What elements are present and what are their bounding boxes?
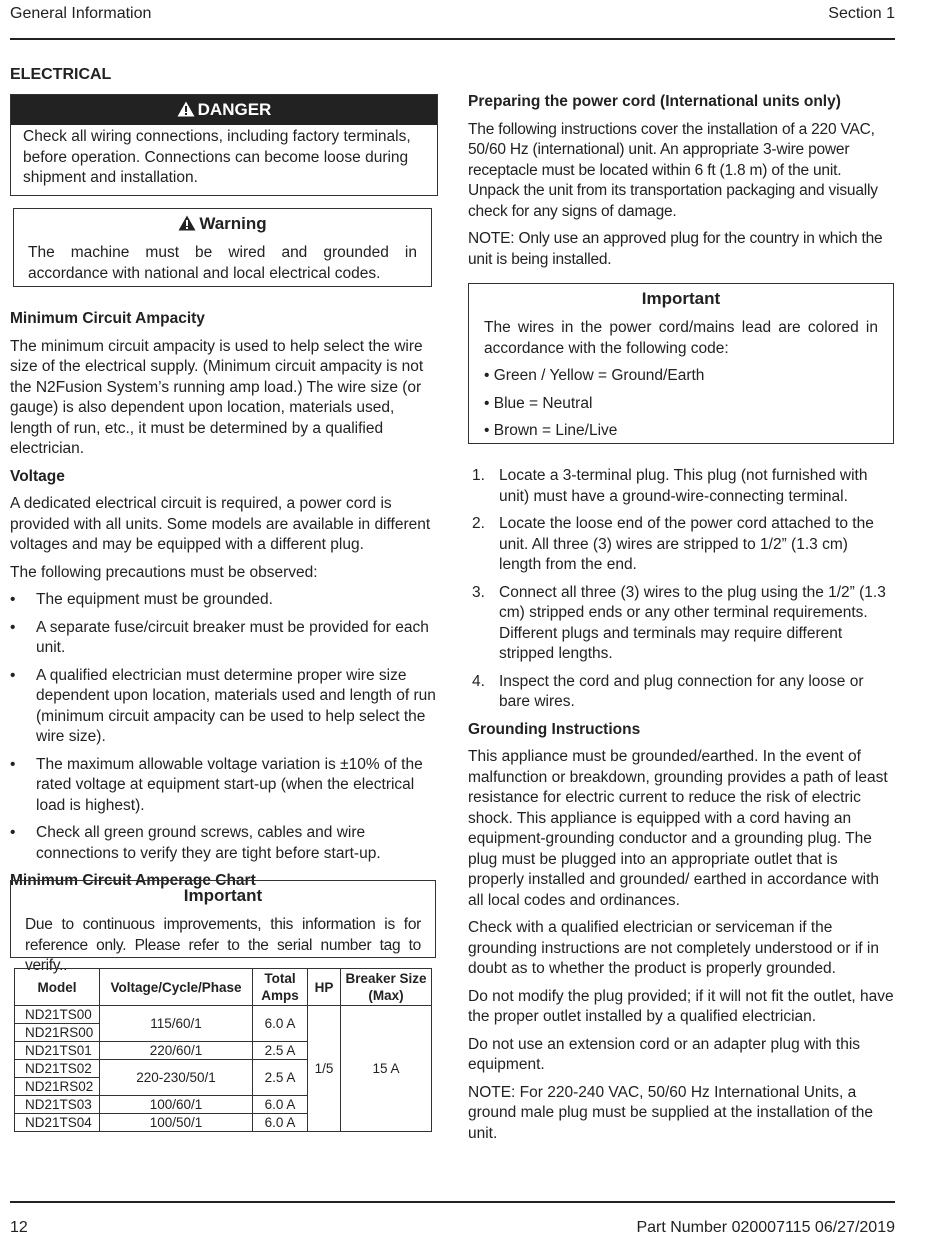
page-number: 12 [10, 1219, 28, 1236]
important-title: Important [183, 886, 263, 905]
list-item: 2. Locate the loose end of the power cord attached to the unit. All three (3) wires are stripped to 1/2” (1.3 cm) length from the end. [472, 515, 874, 573]
power-cord-text: The following instructions cover the installation of a 220 VAC, 50/60 Hz (international) unit. An appropriate 3-wire power receptacle must be located within 6 ft (1.8 m) of the unit. Unpack the unit from its transportation packaging and visually check for any signs of damage. [468, 120, 878, 220]
grounding-paragraph: Check with a qualified electrician or serviceman if the grounding instructions are not completely understood or if in doubt as to whether the product is properly grounded. [468, 919, 879, 977]
voltage-cell: 100/50/1 [100, 1114, 253, 1132]
footer-divider [10, 1201, 895, 1203]
grounding-paragraph: Do not modify the plug provided; if it will not fit the outlet, have the proper outlet installed by a qualified electrician. [468, 987, 894, 1025]
wire-color-item: • Green / Yellow = Ground/Earth [484, 367, 705, 384]
amp-chart-heading: Minimum Circuit Amperage Chart [10, 872, 256, 889]
important-text: The wires in the power cord/mains lead are colored in accordance with the following code: [484, 319, 878, 357]
hp-cell: 1/5 [308, 1006, 341, 1132]
voltage-text: A dedicated electrical circuit is required, a power cord is provided with all units. Some models are available in different voltages and may be equipped with a different plug. [10, 495, 431, 553]
wire-color-item: • Brown = Line/Live [484, 422, 618, 439]
warning-triangle-icon [177, 101, 195, 117]
steps-list [468, 466, 894, 713]
warning-label: Warning [199, 214, 267, 233]
warning-triangle-icon [178, 215, 196, 231]
important-callout-chart [10, 880, 436, 974]
power-cord-note: NOTE: Only use an approved plug for the country in which the unit is being installed. [468, 230, 883, 268]
danger-callout [10, 94, 438, 196]
list-item: • The maximum allowable voltage variation is ±10% of the rated voltage at equipment start-up (when the electrical load is highest). [10, 755, 423, 814]
list-item: 1. Locate a 3-terminal plug. This plug (not furnished with unit) must have a ground-wire-connecting terminal. [472, 467, 868, 505]
column-header: Breaker Size (Max) [341, 969, 432, 1006]
grounding-paragraph: This appliance must be grounded/earthed. In the event of malfunction or breakdown, grounding provides a path of least resistance for electric current to reduce the risk of electric shock. This appliance is equipped with a cord having an equipment-grounding conductor and a grounding plug. The plug must be plugged into an appropriate outlet that is properly installed and grounded/ earthed in accordance with all local codes and ordinances. [468, 748, 888, 909]
header-section-name: General Information [10, 5, 152, 22]
model-cell: ND21TS03 [15, 1096, 100, 1114]
mca-section [10, 309, 438, 892]
danger-label: DANGER [197, 100, 272, 119]
important-callout-wires [468, 283, 894, 444]
amps-cell: 6.0 A [253, 1114, 308, 1132]
list-item: 3. Connect all three (3) wires to the plug using the 1/2” (1.3 cm) stripped ends or any other terminal requirements. Different plugs and terminals may require different stripped lengths. [472, 583, 886, 662]
header-section-number: Section 1 [828, 5, 895, 22]
voltage-cell: 220-230/50/1 [100, 1060, 253, 1096]
mca-text: The minimum circuit ampacity is used to help select the wire size of the electrical supply. (Minimum circuit ampacity is not the N2Fusion System’s running amp load.) The wire size (or gauge) is also dependent upon location, materials used, length of run, etc., it must be determined by a qualified electrician. [10, 337, 424, 457]
grounding-note: NOTE: For 220-240 VAC, 50/60 Hz International Units, a ground male plug must be supplied at the installation of the unit. [468, 1083, 873, 1142]
model-cell: ND21RS00 [15, 1024, 100, 1042]
list-item: 4. Inspect the cord and plug connection for any loose or bare wires. [472, 672, 864, 710]
table-row [15, 1006, 432, 1024]
important-text: Due to continuous improvements, this information is for reference only. Please refer to the serial number tag to verify.. [25, 916, 421, 974]
warning-header [28, 213, 417, 235]
amps-cell: 6.0 A [253, 1096, 308, 1114]
voltage-cell: 100/60/1 [100, 1096, 253, 1114]
column-header: Total Amps [253, 969, 308, 1006]
danger-text: Check all wiring connections, including factory terminals, before operation. Connections can become loose during shipment and installation. [23, 128, 411, 186]
warning-text: The machine must be wired and grounded in accordance with national and local electrical codes. [28, 244, 417, 282]
model-cell: ND21TS00 [15, 1006, 100, 1024]
table-header-row [15, 969, 432, 1006]
amps-cell: 2.5 A [253, 1042, 308, 1060]
list-item: • A separate fuse/circuit breaker must be provided for each unit. [10, 618, 429, 656]
amperage-table [14, 968, 432, 1132]
column-header: HP [308, 969, 341, 1006]
list-item: • The equipment must be grounded. [10, 591, 273, 608]
voltage-cell: 220/60/1 [100, 1042, 253, 1060]
list-item: • Check all green ground screws, cables and wire connections to verify they are tight before start-up. [10, 824, 381, 862]
power-cord-section [468, 92, 894, 270]
model-cell: ND21TS04 [15, 1114, 100, 1132]
section-title: ELECTRICAL [10, 66, 112, 83]
important-title: Important [641, 289, 721, 308]
model-cell: ND21TS01 [15, 1042, 100, 1060]
column-header: Voltage/Cycle/Phase [100, 969, 253, 1006]
model-cell: ND21RS02 [15, 1078, 100, 1096]
amps-cell: 6.0 A [253, 1006, 308, 1042]
header-divider [10, 38, 895, 40]
warning-callout [13, 208, 432, 287]
part-number: Part Number 020007115 06/27/2019 [636, 1219, 895, 1236]
column-header: Model [15, 969, 100, 1006]
model-cell: ND21TS02 [15, 1060, 100, 1078]
grounding-heading: Grounding Instructions [468, 720, 641, 738]
list-item: • A qualified electrician must determine proper wire size dependent upon location, materials used and length of run (minimum circuit ampacity can be used to help select the wire size). [10, 666, 436, 745]
voltage-cell: 115/60/1 [100, 1006, 253, 1042]
wire-color-item: • Blue = Neutral [484, 394, 593, 412]
grounding-paragraph: Do not use an extension cord or an adapter plug with this equipment. [468, 1035, 861, 1073]
power-cord-heading: Preparing the power cord (International units only) [468, 93, 841, 110]
breaker-cell: 15 A [341, 1006, 432, 1132]
mca-heading: Minimum Circuit Ampacity [10, 310, 205, 327]
danger-header [11, 95, 437, 125]
precautions-list [10, 590, 438, 864]
precautions-intro: The following precautions must be observed: [10, 563, 318, 581]
voltage-heading: Voltage [10, 467, 65, 485]
amps-cell: 2.5 A [253, 1060, 308, 1096]
steps-section [468, 466, 894, 1144]
